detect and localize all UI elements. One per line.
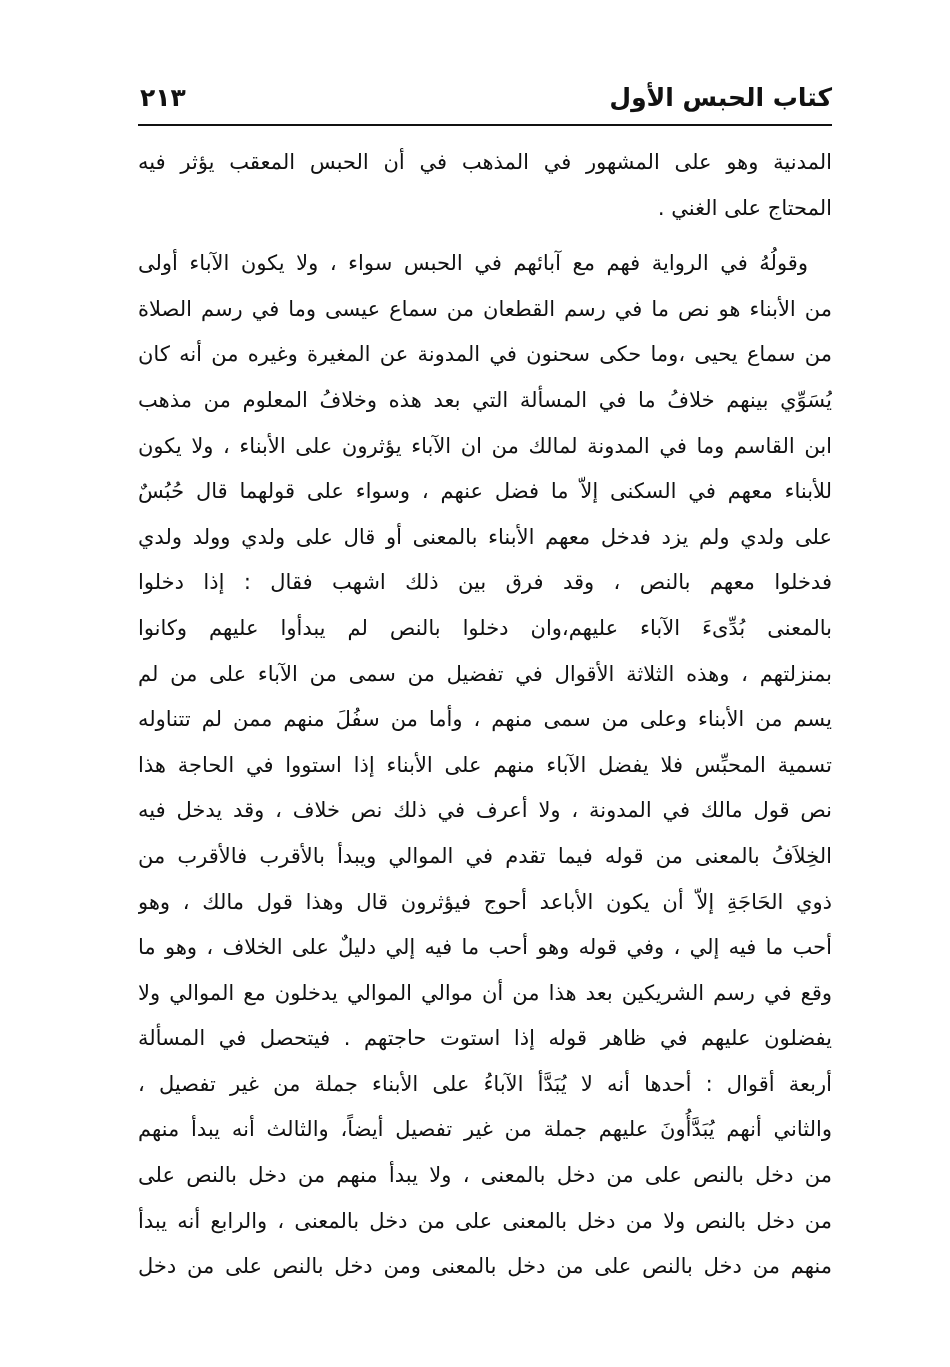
text-line: وقولُهُ في الرواية فهم مع آبائهم في الحبس سواء ، ولا يكون الآباء أولى xyxy=(138,251,808,276)
text-line: أحب ما فيه إلي ، وفي قوله وهو أحب ما فيه إلي دليلٌ على الخلاف ، وهو ما xyxy=(138,935,832,960)
paragraph-2 xyxy=(138,241,832,1290)
text-line: أربعة أقوال : أحدها أنه لا يُبَدَّأ الآباءُ على الأبناء جملة من غير تفصيل ، xyxy=(138,1071,832,1096)
text-line: ابن القاسم وما في المدونة لمالك من ان الآباء يؤثرون على الأبناء ، ولا يكون xyxy=(138,433,832,458)
text-line: وقع في رسم الشريكين بعد هذا من أن موالي الموالي يدخلون مع الموالي ولا xyxy=(138,980,832,1005)
running-title: كتاب الحبس الأول xyxy=(609,83,832,112)
text-line: والثاني أنهم يُبَدَّأُونَ عليهم جملة من غير تفصيل أيضاً، والثالث أنه يبدأ منهم xyxy=(138,1117,832,1142)
paragraph-1 xyxy=(138,140,832,231)
text-line: المدنية وهو على المشهور في المذهب في أن الحبس المعقب يؤثر فيه xyxy=(138,150,832,174)
text-line: من دخل بالنص ولا من دخل بالمعنى على من دخل بالمعنى ، والرابع أنه يبدأ xyxy=(138,1208,832,1233)
page-number: ٢١٣ xyxy=(140,83,186,112)
text-line: منهم من دخل بالنص على من دخل بالمعنى ومن دخل بالنص على من دخل xyxy=(138,1254,832,1279)
text-line: فدخلوا معهم بالنص ، وقد فرق بين ذلك اشهب فقال : إذا دخلوا xyxy=(138,570,832,595)
text-line: بالمعنى بُدِّىءَ الآباء عليهم،وان دخلوا بالنص لم يبدأوا عليهم وكانوا xyxy=(138,615,832,640)
text-line: يفضلون عليهم في ظاهر قوله إذا استوت حاجتهم . فيتحصل في المسألة xyxy=(138,1026,832,1051)
page-header xyxy=(138,80,832,120)
text-line: يسم من الأبناء وعلى من سمى منهم ، وأما من سفُلَ منهم ممن لم تتناوله xyxy=(138,707,832,732)
body-text xyxy=(138,140,832,1290)
header-rule xyxy=(138,124,832,126)
text-line: المحتاج على الغني . xyxy=(657,195,832,220)
text-line: نص قول مالك في المدونة ، ولا أعرف في ذلك نص خلاف ، وقد يدخل فيه xyxy=(138,798,832,823)
paragraph-gap xyxy=(138,231,832,241)
text-line: بمنزلتهم ، وهذه الثلاثة الأقوال في تفضيل من سمى من الآباء على من لم xyxy=(138,661,832,686)
text-line: ذوي الحَاجَةِ إلاّ أن يكون الأباعد أحوج فيؤثرون قال وهذا قول مالك ، وهو xyxy=(138,889,832,914)
text-line: الخِلاَفُ بالمعنى من قوله فيما تقدم في الموالي ويبدأ بالأقرب فالأقرب من xyxy=(138,843,832,868)
text-line: من سماع يحيى ،وما حكى سحنون في المدونة عن المغيرة وغيره من أنه كان xyxy=(138,342,832,367)
text-line: تسمية المحبِّس فلا يفضل الآباء منهم على الأبناء إذا استووا في الحاجة هذا xyxy=(138,752,832,777)
text-line: للأبناء معهم في السكنى إلاّ ما فضل عنهم ، وسواء على قولهما قال حُبُسٌ xyxy=(138,479,832,504)
text-line: يُسَوِّي بينهم خلافُ ما في المسألة التي بعد هذه وخلافُ المعلوم من مذهب xyxy=(138,387,832,412)
text-line: من دخل بالنص على من دخل بالمعنى ، ولا يبدأ منهم من دخل بالنص على xyxy=(138,1163,832,1188)
text-line: من الأبناء هو نص ما في رسم القطعان من سماع عيسى وما في رسم الصلاة xyxy=(138,296,832,321)
text-line: على ولدي ولم يزد فدخل معهم الأبناء بالمعنى أو قال على ولدي وولد ولدي xyxy=(138,524,832,549)
